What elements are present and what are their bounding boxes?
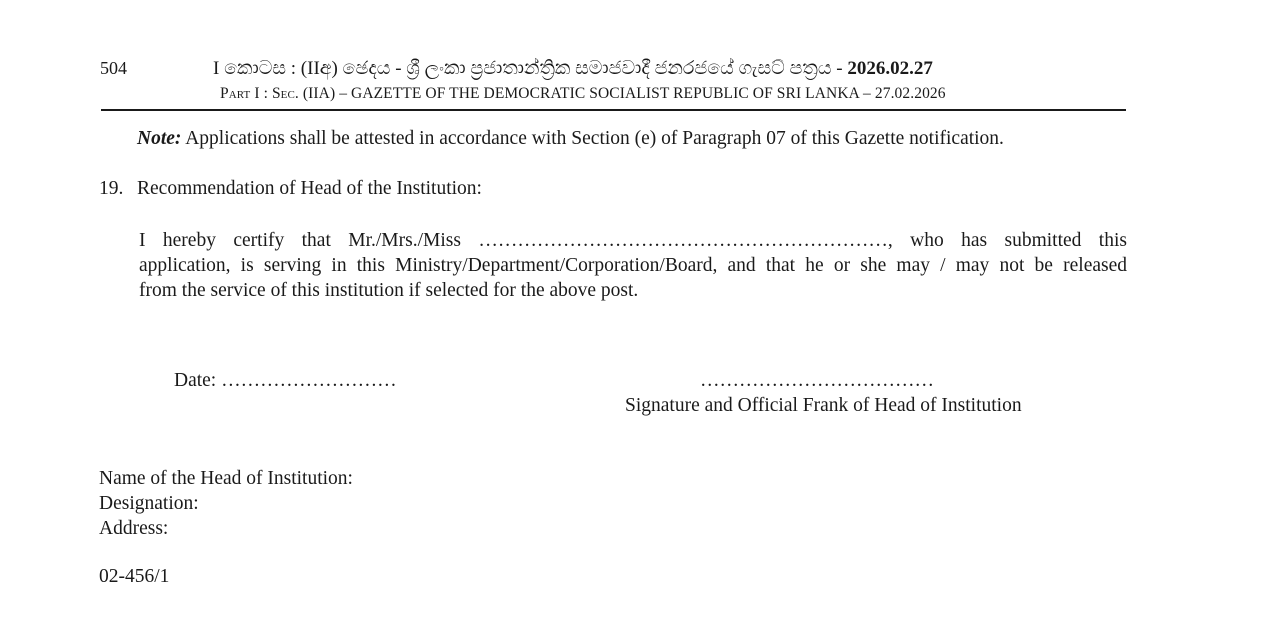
certification-line-2: application, is serving in this Ministry/Department/Corporation/Board, and that he or she may / may not be released [139, 255, 1127, 276]
certification-line-3: from the service of this institution if selected for the above post. [139, 280, 639, 301]
section-number: 19. [99, 178, 124, 199]
reference-number: 02-456/1 [99, 566, 170, 587]
english-header-title: (IIA) – GAZETTE OF THE DEMOCRATIC SOCIALIST REPUBLIC OF SRI LANKA – 27.02.2026 [298, 85, 946, 102]
header-divider [101, 109, 1126, 111]
sinhala-header-date: 2026.02.27 [847, 58, 933, 79]
note-label: Note: [137, 128, 182, 149]
english-header [220, 85, 946, 103]
sinhala-header [213, 58, 933, 80]
certification-paragraph [139, 228, 1127, 303]
name-label: Name of the Head of Institution: [99, 468, 353, 489]
note-paragraph [137, 128, 1004, 150]
english-header-part: Part I : Sec. [220, 85, 299, 102]
signature-line: ……………………………… [700, 370, 934, 391]
sinhala-header-title: I කොටස : (IIඅ) ඡෙදය - ශ්‍රී ලංකා ප්‍රජාතාන්ත්‍රික සමාජවාදී ජනරජයේ ගැසට් පත්‍රය - [213, 58, 848, 79]
page-number: 504 [100, 58, 127, 78]
head-details [99, 466, 353, 541]
date-field: Date: ……………………… [174, 370, 397, 391]
signature-caption: Signature and Official Frank of Head of Institution [625, 395, 1022, 416]
address-label: Address: [99, 518, 169, 539]
designation-label: Designation: [99, 493, 199, 514]
section-19-heading [99, 178, 482, 200]
section-title: Recommendation of Head of the Institution: [137, 178, 482, 199]
note-text: Applications shall be attested in accordance with Section (e) of Paragraph 07 of this Gazette notification. [181, 128, 1004, 149]
certification-line-1: I hereby certify that Mr./Mrs./Miss ………………………………………………………, who has submitted this [139, 230, 1127, 251]
